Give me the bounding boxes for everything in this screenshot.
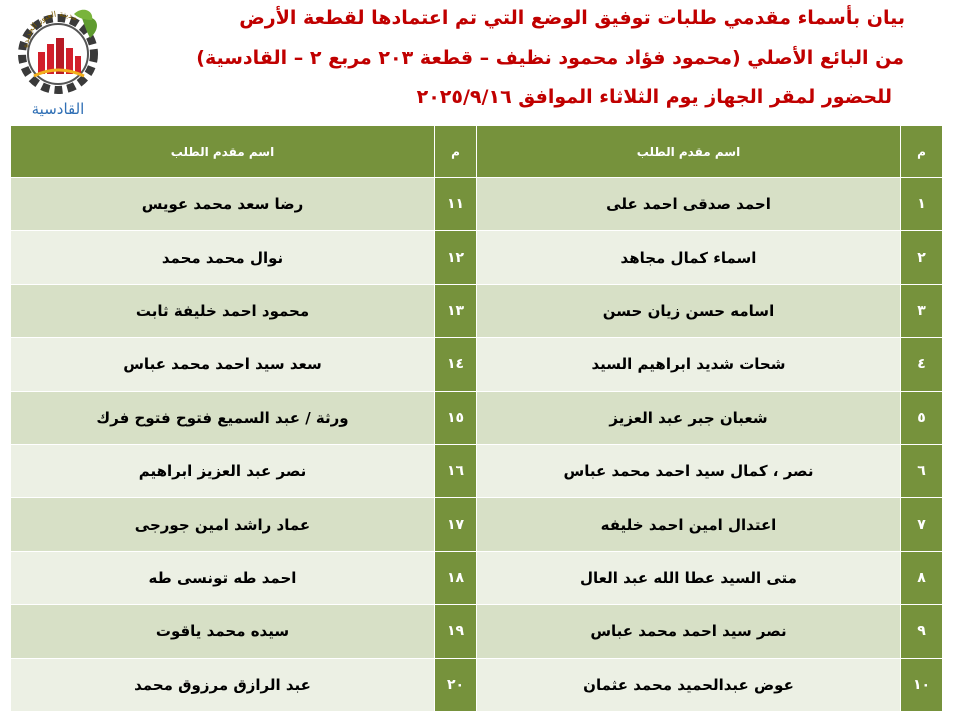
title-line-1: بيان بأسماء مقدمي طلبات توفيق الوضع التي تم اعتمادها لقطعة الأرض	[239, 7, 905, 29]
table-row	[11, 338, 943, 391]
table-header-row	[11, 126, 943, 178]
table-row	[11, 498, 943, 551]
applicant-name: سيده محمد ياقوت	[11, 605, 435, 658]
applicant-name: رضا سعد محمد عويس	[11, 178, 435, 231]
applicant-name: نصر عبد العزيز ابراهيم	[11, 444, 435, 497]
table-row	[11, 231, 943, 284]
title-line-2: من البائع الأصلي (محمود فؤاد محمود نظيف – قطعة ٢٠٣ مربع ٢ – القادسية)	[196, 47, 904, 69]
title-line-3: للحضور لمقر الجهاز يوم الثلاثاء الموافق ٢٠٢٥/٩/١٦	[416, 86, 892, 108]
table-row	[11, 391, 943, 444]
applicant-name: احمد صدقى احمد على	[477, 178, 901, 231]
row-number: ٦	[901, 444, 943, 497]
applicant-name: اسامه حسن زيان حسن	[477, 284, 901, 337]
row-number: ١	[901, 178, 943, 231]
applicant-name: نوال محمد محمد	[11, 231, 435, 284]
logo-caption: القادسية	[31, 100, 85, 118]
row-number: ٤	[901, 338, 943, 391]
row-number: ١٩	[435, 605, 477, 658]
row-number: ٧	[901, 498, 943, 551]
table-row	[11, 284, 943, 337]
applicant-name: اسماء كمال مجاهد	[477, 231, 901, 284]
applicant-name: اعتدال امين احمد خليفه	[477, 498, 901, 551]
header-name-1: اسم مقدم الطلب	[477, 126, 901, 178]
row-number: ١٧	[435, 498, 477, 551]
row-number: ١٢	[435, 231, 477, 284]
header-num-1: م	[901, 126, 943, 178]
table-row	[11, 658, 943, 711]
applicant-name: متى السيد عطا الله عبد العال	[477, 551, 901, 604]
row-number: ١٨	[435, 551, 477, 604]
applicant-name: نصر سيد احمد محمد عباس	[477, 605, 901, 658]
applicant-name: عماد راشد امين جورجى	[11, 498, 435, 551]
applicant-name: محمود احمد خليفة ثابت	[11, 284, 435, 337]
row-number: ١١	[435, 178, 477, 231]
applicant-name: سعد سيد احمد محمد عباس	[11, 338, 435, 391]
applicant-name: احمد طه تونسى طه	[11, 551, 435, 604]
row-number: ٣	[901, 284, 943, 337]
table-row	[11, 605, 943, 658]
header-num-2: م	[435, 126, 477, 178]
row-number: ١٥	[435, 391, 477, 444]
table-row	[11, 444, 943, 497]
applicants-table	[10, 125, 943, 712]
applicant-name: عبد الرازق مرزوق محمد	[11, 658, 435, 711]
row-number: ٥	[901, 391, 943, 444]
applicant-name: شحات شديد ابراهيم السيد	[477, 338, 901, 391]
row-number: ٨	[901, 551, 943, 604]
applicant-name: ورثة / عبد السميع فتوح فتوح فرك	[11, 391, 435, 444]
row-number: ٢٠	[435, 658, 477, 711]
gear-logo-icon	[12, 4, 104, 100]
row-number: ٩	[901, 605, 943, 658]
row-number: ١٠	[901, 658, 943, 711]
applicant-name: شعبان جبر عبد العزيز	[477, 391, 901, 444]
logo-top-text: مدينة العبور الجديدة	[20, 9, 79, 49]
row-number: ١٣	[435, 284, 477, 337]
table-row	[11, 551, 943, 604]
table-row	[11, 178, 943, 231]
row-number: ٢	[901, 231, 943, 284]
header-name-2: اسم مقدم الطلب	[11, 126, 435, 178]
document-header	[0, 0, 960, 120]
applicant-name: نصر ، كمال سيد احمد محمد عباس	[477, 444, 901, 497]
row-number: ١٤	[435, 338, 477, 391]
applicant-name: عوض عبدالحميد محمد عثمان	[477, 658, 901, 711]
row-number: ١٦	[435, 444, 477, 497]
city-logo	[12, 4, 104, 116]
